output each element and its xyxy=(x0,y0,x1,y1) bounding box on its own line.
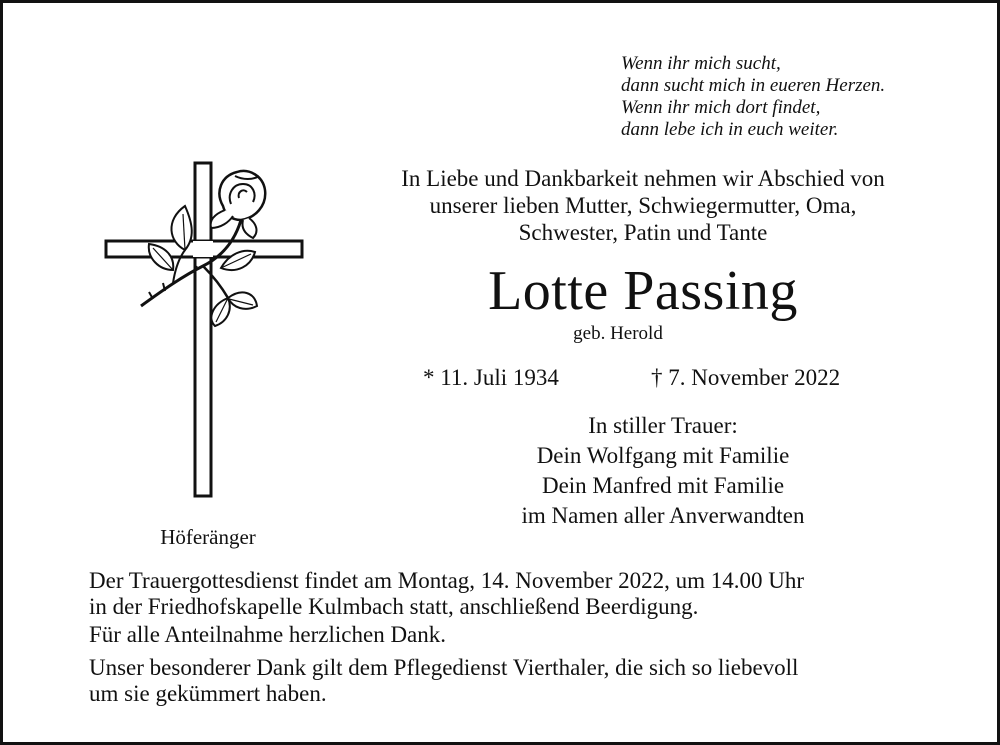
poem-line: dann sucht mich in eueren Herzen. xyxy=(621,75,886,96)
poem-line: dann lebe ich in euch weiter. xyxy=(621,119,839,140)
intro-line: Schwester, Patin und Tante xyxy=(518,220,768,245)
thanks-text: Für alle Anteilnahme herzlichen Dank. xyxy=(89,622,447,647)
intro-text xyxy=(338,165,948,246)
mourners-heading: In stiller Trauer: xyxy=(588,413,738,438)
cross-with-rose-icon xyxy=(103,158,313,508)
deceased-name: Lotte Passing xyxy=(488,260,798,322)
birth-date: * 11. Juli 1934 xyxy=(423,365,559,390)
poem xyxy=(621,53,885,141)
intro-line: In Liebe und Dankbarkeit nehmen wir Abschied von xyxy=(401,166,885,191)
mourner-line: im Namen aller Anverwandten xyxy=(521,503,805,528)
location: Höferänger xyxy=(160,525,256,549)
service-line: in der Friedhofskapelle Kulmbach statt, anschließend Beerdigung. xyxy=(89,594,699,619)
mourner-line: Dein Wolfgang mit Familie xyxy=(536,443,790,468)
maiden-name: geb. Herold xyxy=(573,323,663,344)
special-thanks-line: um sie gekümmert haben. xyxy=(89,681,327,706)
poem-line: Wenn ihr mich dort findet, xyxy=(621,97,821,118)
death-date: † 7. November 2022 xyxy=(651,365,841,390)
poem-line: Wenn ihr mich sucht, xyxy=(621,53,781,74)
service-line: Der Trauergottesdienst findet am Montag, 14. November 2022, um 14.00 Uhr xyxy=(89,568,805,593)
service-info xyxy=(89,568,804,620)
special-thanks-line: Unser besonderer Dank gilt dem Pflegedienst Vierthaler, die sich so liebevoll xyxy=(89,655,799,680)
special-thanks xyxy=(89,655,798,707)
mourners xyxy=(463,411,863,531)
mourner-line: Dein Manfred mit Familie xyxy=(541,473,785,498)
intro-line: unserer lieben Mutter, Schwiegermutter, Oma, xyxy=(429,193,857,218)
